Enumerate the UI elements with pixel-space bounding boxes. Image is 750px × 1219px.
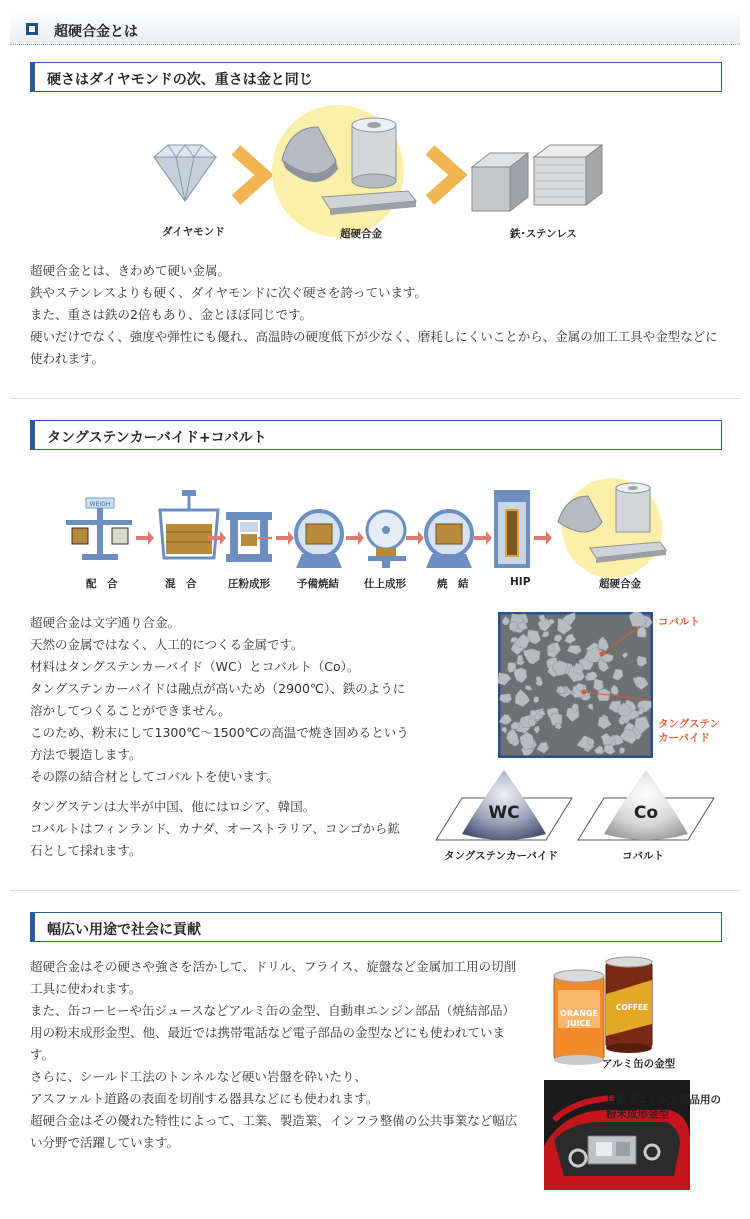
section-title-hardness: [30, 62, 722, 92]
sintering-furnace-icon: [426, 511, 472, 568]
label-co: コバルト: [622, 850, 664, 862]
label-cobalt-callout: コバルト: [658, 616, 700, 628]
scale-label: WEIGH: [89, 501, 111, 508]
stainless-block-icon: [534, 145, 602, 205]
mixer-icon: [160, 490, 218, 558]
process-label: 超硬合金: [599, 578, 641, 590]
paragraph-line: 硬いだけでなく、強度や弾性にも優れ、高温時の硬度低下が少なく、磨耗しにくいことから、金属の加工工具や金型などに: [30, 329, 718, 344]
section-title-text: 硬さはダイヤモンドの次、重さは金と同じ: [47, 72, 313, 88]
label-steel: 鉄･ステンレス: [510, 228, 577, 240]
wc-symbol: WC: [488, 803, 520, 823]
section2-paragraph-2: [30, 796, 400, 862]
label-engine-line1: 自動車エンジン部品用の: [606, 1094, 721, 1106]
section-title-composition: [30, 420, 722, 450]
section1-paragraph: [30, 260, 718, 370]
diamond-icon: [154, 145, 216, 201]
process-label: 仕上成形: [364, 578, 406, 590]
coffee-can-icon: [606, 957, 652, 1053]
section-title-applications: [30, 912, 722, 942]
paragraph-line: 石として採れます。: [30, 843, 142, 858]
page-title: 超硬合金とは: [54, 24, 138, 40]
header-square-icon: [26, 23, 38, 35]
process-arrow-icon: [276, 531, 294, 545]
paragraph-line: 材料はタングステンカーバイド（WC）とコバルト（Co）。: [30, 659, 360, 674]
process-label: HIP: [510, 576, 531, 588]
co-powder-cone-icon: [578, 770, 714, 840]
paragraph-line: アスファルト道路の表面を切削する器具などにも使われます。: [30, 1091, 379, 1106]
process-label: 予備焼結: [297, 578, 339, 590]
paragraph-line: また、重さは鉄の2倍もあり、金とほぼ同じです。: [30, 307, 312, 322]
label-wc-callout-line1: タングステン: [658, 718, 720, 730]
paragraph-line: 溶かしてつくることができません。: [30, 703, 231, 718]
paragraph-line: 鉄やステンレスよりも硬く、ダイヤモンドに次ぐ硬さを誇っています。: [30, 285, 427, 300]
process-arrow-icon: [406, 531, 424, 545]
process-arrow-icon: [136, 531, 154, 545]
label-wc: タングステンカーバイド: [444, 850, 558, 862]
paragraph-line: その際の結合材としてコバルトを使います。: [30, 769, 280, 784]
wc-powder-cone-icon: [436, 770, 572, 840]
section-title-text: タングステンカーバイド+コバルト: [47, 430, 267, 446]
paragraph-line: 超硬合金は文字通り合金。: [30, 615, 181, 630]
press-icon: [226, 512, 272, 562]
microstructure-callouts: [570, 620, 660, 700]
process-arrow-icon: [474, 531, 492, 545]
section2-paragraph-1: [30, 612, 409, 788]
label-wc-callout-line2: カーバイド: [658, 732, 710, 744]
aluminum-cans-image: [548, 954, 668, 1066]
steel-block-icon: [472, 153, 528, 211]
paragraph-line: 天然の金属ではなく、人工的につくる金属です。: [30, 637, 304, 652]
label-diamond: ダイヤモンド: [162, 226, 225, 238]
carbide-cylinder-icon: [352, 118, 396, 188]
process-label: 混 合: [165, 578, 197, 590]
scale-icon: [66, 498, 132, 560]
paragraph-line: また、缶コーヒーや缶ジュースなどアルミ缶の金型、自動車エンジン部品（焼結部品）: [30, 1003, 516, 1018]
section-divider: [10, 398, 740, 399]
paragraph-line: 使われます。: [30, 351, 105, 366]
carbide-grain: [534, 696, 539, 702]
can-text: JUICE: [567, 1019, 591, 1028]
co-symbol: Co: [633, 803, 659, 823]
section-title-text: 幅広い用途で社会に貢献: [47, 922, 201, 938]
raw-material-cones: [432, 766, 722, 846]
paragraph-line: このため、粉末にして1300℃～1500℃の高温で焼き固めるという: [30, 725, 409, 740]
section3-paragraph: [30, 956, 517, 1154]
carbide-grain: [517, 655, 522, 661]
orange-juice-can-icon: [554, 970, 604, 1065]
label-engine-line2: 粉末成形金型: [606, 1108, 669, 1120]
grinder-icon: [367, 511, 406, 568]
chevron-right-icon: [430, 150, 458, 200]
furnace-icon: [296, 511, 342, 568]
process-label: 焼 結: [437, 578, 469, 590]
paragraph-line: 用の粉末成形金型、他、最近では携帯電話など電子部品の金型などにも使われていま: [30, 1025, 506, 1040]
chevron-right-icon: [236, 150, 264, 200]
can-text: COFFEE: [615, 1003, 649, 1012]
paragraph-line: 超硬合金はその硬さや強さを活かして、ドリル、フライス、旋盤など金属加工用の切削: [30, 959, 517, 974]
paragraph-line: さらに、シールド工法のトンネルなど硬い岩盤を砕いたり、: [30, 1069, 367, 1084]
section-divider: [10, 890, 740, 891]
paragraph-line: い分野で活躍しています。: [30, 1135, 180, 1150]
can-text: ORANGE: [560, 1009, 598, 1018]
page-header: [10, 10, 740, 45]
process-arrow-icon: [346, 531, 364, 545]
hip-chamber-icon: [496, 492, 528, 566]
paragraph-line: 超硬合金はその優れた特性によって、工業、製造業、インフラ整備の公共事業など幅広: [30, 1113, 518, 1128]
paragraph-line: 方法で製造します。: [30, 747, 142, 762]
paragraph-line: 超硬合金とは、きわめて硬い金属。: [30, 263, 231, 278]
carbide-grain: [509, 622, 518, 632]
paragraph-line: タングステンは大半が中国、他にはロシア、韓国。: [30, 799, 316, 814]
paragraph-line: タングステンカーバイドは融点が高いため（2900℃）、鉄のように: [30, 681, 406, 696]
process-label: 圧粉成形: [228, 578, 270, 590]
process-arrow-icon: [534, 531, 552, 545]
paragraph-line: す。: [30, 1047, 55, 1062]
paragraph-line: 工具に使われます。: [30, 981, 142, 996]
label-can-molds: アルミ缶の金型: [602, 1058, 676, 1070]
process-label: 配 合: [86, 578, 118, 590]
label-carbide: 超硬合金: [340, 228, 382, 240]
paragraph-line: コバルトはフィンランド、カナダ、オーストラリア、コンゴから鉱: [30, 821, 400, 836]
